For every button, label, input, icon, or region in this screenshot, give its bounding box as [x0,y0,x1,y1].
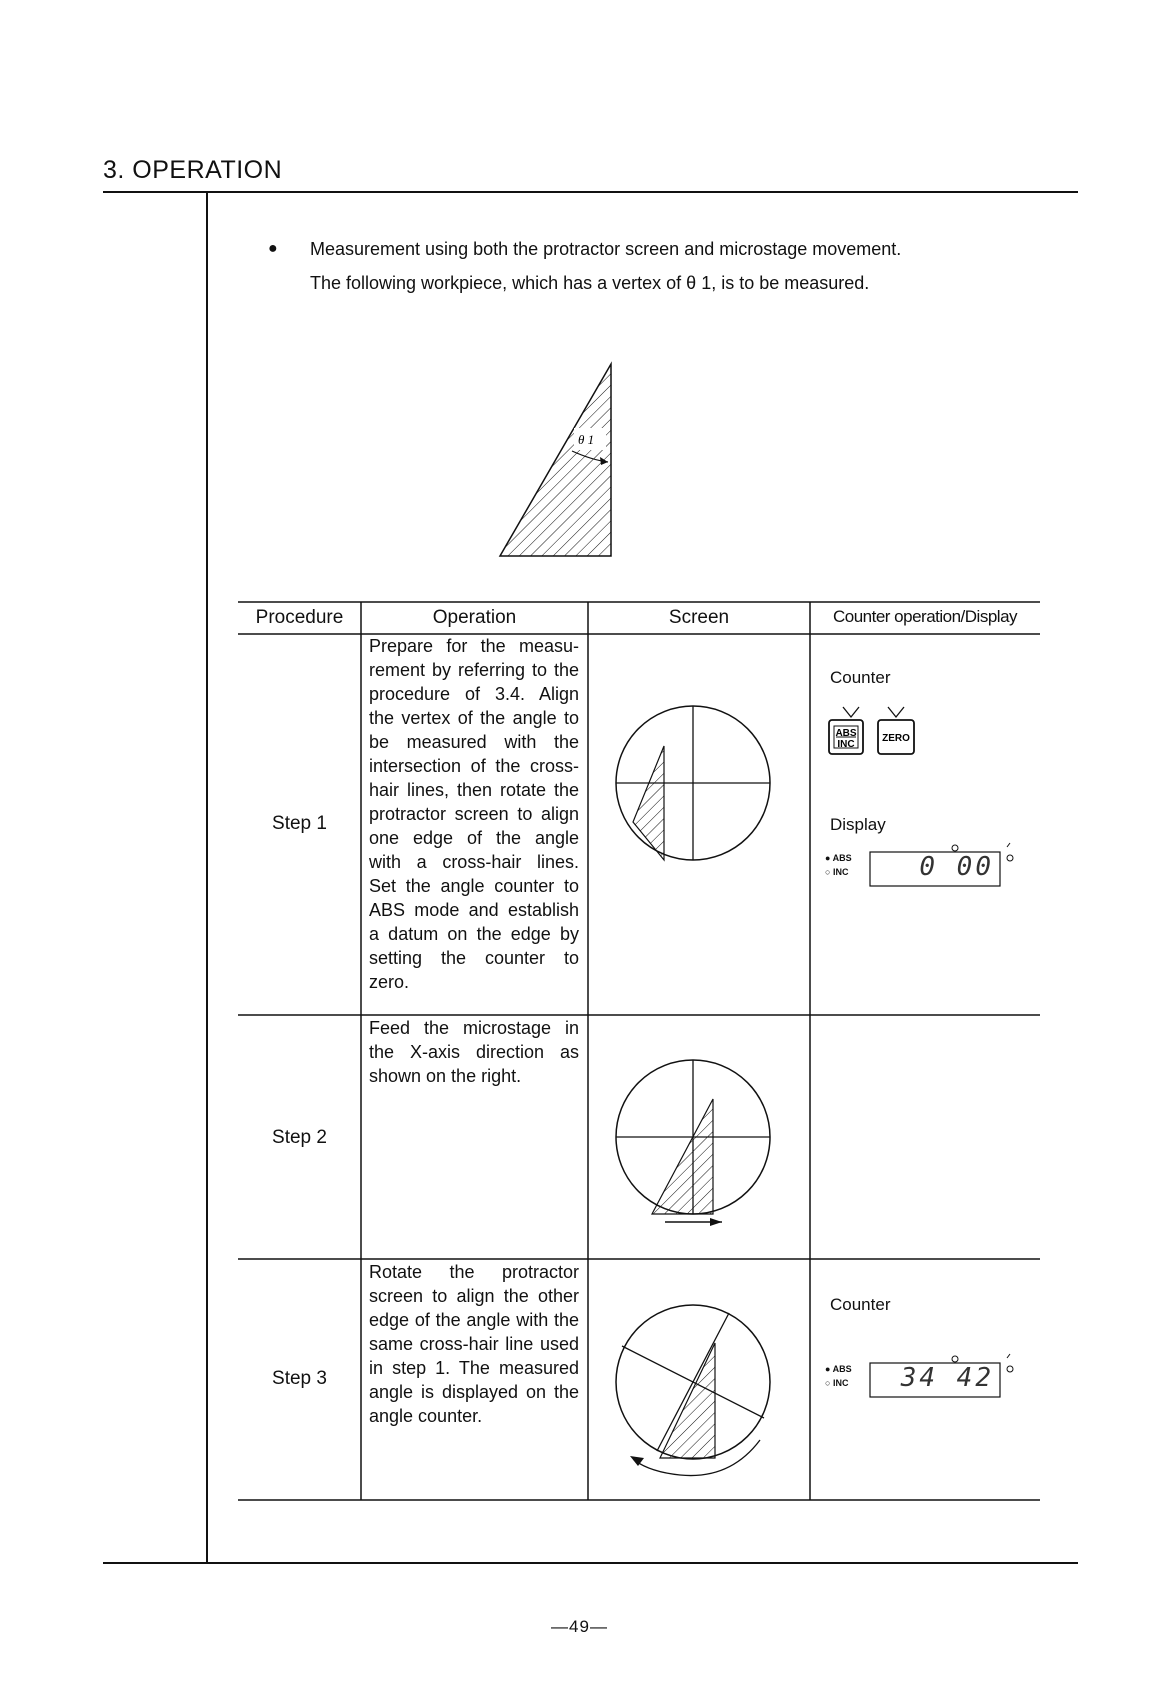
header-procedure: Procedure [255,607,344,628]
angle-label: θ 1 [578,432,595,447]
step-1-abs-indicator: ● ABS [825,853,852,863]
bullet-icon: ● [268,240,278,257]
intro-line-2: The following workpiece, which has a vertex of θ 1, is to be measured. [310,273,870,293]
step-1-inc-indicator: ○ INC [825,867,849,877]
step-3-abs-indicator: ● ABS [825,1364,852,1374]
bottom-rule [103,1562,1078,1564]
step-1-operation: Prepare for the measu-rement by referring to the procedure of 3.4. Align the vertex of the angle to be measured with the intersection of the cross-hair lines, then rotate the protractor screen to align one edge of the angle with a cross-hair lines. Set the angle counter to ABS mode and establish a datum on the edge by setting the counter to zero. [369,636,579,992]
step-3-display-value: 34 42 [900,1363,994,1393]
section-title: 3. OPERATION [103,156,283,184]
inc-button-label: INC [837,739,855,750]
step-3-label: Step 3 [272,1368,327,1389]
step-1-counter-label: Counter [830,668,891,687]
intro-line-1: Measurement using both the protractor screen and microstage movement. [310,239,902,259]
abs-button-label: ABS [835,728,857,739]
step-1-display-value: 0 00 [919,852,994,882]
step-2-label: Step 2 [272,1127,327,1148]
step-3-operation: Rotate the protractor screen to align the other edge of the angle with the same cross-hair line used in step 1. The measured angle is displayed on the angle counter. [369,1262,579,1426]
header-operation: Operation [432,607,517,628]
zero-button-label: ZERO [882,733,910,744]
header-counter: Counter operation/Display [832,607,1018,626]
step-3-inc-indicator: ○ INC [825,1378,849,1388]
header-screen: Screen [668,607,730,628]
step-2-operation: Feed the microstage in the X-axis direction as shown on the right. [369,1018,579,1086]
step-1-label: Step 1 [272,813,327,834]
page-number: —49— [551,1617,608,1636]
step-3-counter-label: Counter [830,1295,891,1314]
step-1-display-label: Display [830,815,886,834]
